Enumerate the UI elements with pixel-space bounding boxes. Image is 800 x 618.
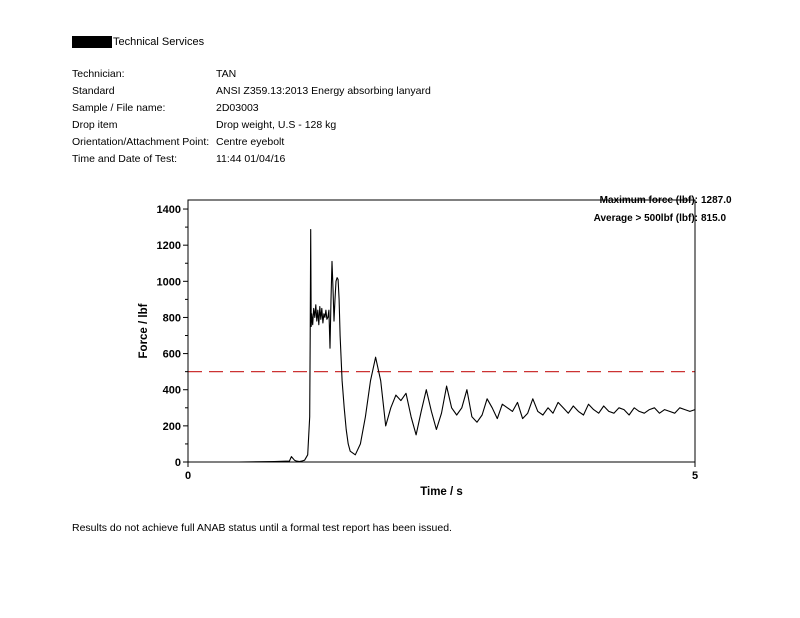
y-tick-label: 0 (174, 457, 181, 469)
force-trace-line (188, 230, 695, 463)
x-axis-ticks (185, 462, 698, 482)
info-value: TAN (216, 68, 237, 80)
y-tick-label: 200 (162, 420, 181, 433)
info-label: Sample / File name: (72, 102, 166, 114)
y-tick-label: 600 (162, 348, 181, 361)
x-tick-label: 0 (184, 470, 192, 482)
y-tick-label: 1400 (156, 204, 181, 217)
info-label: Standard (72, 85, 115, 97)
x-tick-label: 5 (691, 470, 699, 482)
y-axis-label: Force / lbf (138, 303, 150, 359)
y-tick-label: 800 (162, 312, 181, 325)
info-value: Drop weight, U.S - 128 kg (216, 119, 337, 131)
plot-frame (188, 200, 695, 462)
max-force-value: 1287.0 (701, 195, 732, 206)
info-label: Orientation/Attachment Point: (72, 136, 210, 148)
info-value: ANSI Z359.13:2013 Energy absorbing lanyard (216, 85, 431, 97)
company-name: Technical Services (113, 36, 205, 48)
y-tick-label: 400 (162, 384, 181, 397)
average-force-label: Average > 500lbf (lbf): (593, 213, 698, 224)
info-value: Centre eyebolt (216, 136, 285, 148)
info-value: 11:44 01/04/16 (216, 153, 286, 165)
info-label: Technician: (72, 68, 125, 80)
y-axis-ticks (157, 204, 188, 469)
y-tick-label: 1200 (156, 240, 181, 253)
average-force-value: 815.0 (701, 213, 727, 224)
max-force-label: Maximum force (lbf): (599, 195, 698, 206)
disclaimer-note: Results do not achieve full ANAB status until a formal test report has been issued. (72, 522, 452, 534)
y-tick-label: 1000 (156, 276, 181, 289)
info-label: Drop item (72, 119, 118, 131)
info-value: 2D03003 (216, 102, 259, 114)
info-label: Time and Date of Test: (72, 153, 178, 165)
x-axis-label: Time / s (420, 486, 463, 498)
